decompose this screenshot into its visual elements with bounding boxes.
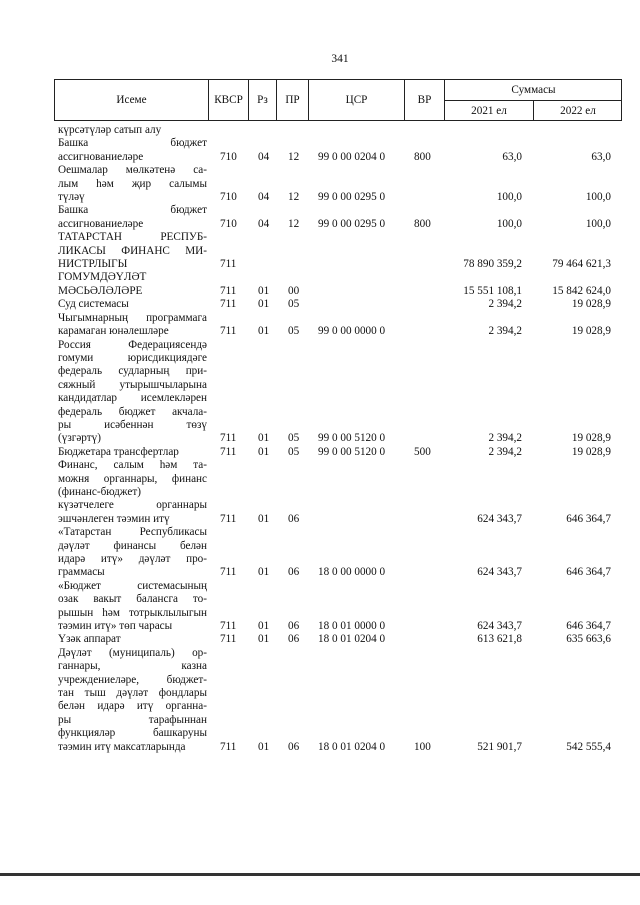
rz-cell: 01 [258,445,270,458]
header-rz: Рз [248,80,276,120]
kbsr-cell: 711 [220,298,237,311]
row-name-line: Дәүләт (муниципаль) ор- [58,646,207,659]
sum-2021-cell: 624 343,7 [477,620,522,633]
row-name-line: тәэмин итү» төп чарасы [58,620,173,633]
csr-cell: 99 0 00 0204 0 [318,150,386,163]
pr-cell: 06 [288,620,300,633]
sum-2022-cell: 79 464 621,3 [552,258,611,271]
sum-2021-cell: 100,0 [496,217,522,230]
page-number: 341 [331,53,349,65]
pr-cell: 06 [288,566,300,579]
rz-cell: 01 [258,740,270,753]
row-name-line: Оешмалар мөлкәтенә са- [58,164,207,177]
bottom-rule [0,873,640,876]
pr-cell: 00 [288,284,300,297]
rz-cell: 01 [258,298,270,311]
row-name-line: тан тыш дәүләт фондлары [58,687,207,700]
row-name-line: рышын һәм тотрыклылыгын [58,606,207,619]
sum-2022-cell: 542 555,4 [566,740,611,753]
row-name-line: граммасы [58,566,105,579]
pr-cell: 05 [288,298,300,311]
header-name: Исеме [54,80,208,120]
row-name-line: ры тарафыннан [58,713,207,726]
row-name-line: функцияләр башкаруны [58,727,207,740]
table-header [54,79,622,121]
row-name-line: «Бюджет системасының [58,579,207,592]
table-row [0,124,640,137]
pr-cell: 05 [288,432,300,445]
row-name-line: «Татарстан Республикасы [58,526,207,539]
sum-2021-cell: 521 901,7 [477,740,522,753]
rz-cell: 01 [258,620,270,633]
row-name-line: күрсәтүләр сатып алу [58,124,162,136]
row-name [58,647,207,754]
row-name-line: идарә итү» дәүләт про- [58,553,207,565]
table-row [0,526,640,580]
table-row [0,164,640,204]
kbsr-cell: 710 [220,150,237,163]
table-row [0,633,640,646]
row-name [58,339,207,446]
kbsr-cell: 710 [220,217,237,230]
csr-cell: 99 0 00 5120 0 [318,432,386,445]
sum-2022-cell: 63,0 [591,150,611,163]
pr-cell: 06 [288,633,300,646]
pr-cell: 12 [288,150,300,163]
kbsr-cell: 711 [220,284,237,297]
table-row [0,298,640,311]
row-name-line: Башка бюджет [58,204,207,217]
header-csr: ЦСР [308,80,404,120]
header-vr: ВР [404,80,444,120]
row-name-line: Башка бюджет [58,137,207,150]
sum-2022-cell: 19 028,9 [571,325,611,338]
row-name-line: ассигнованиеләре [58,150,144,163]
rz-cell: 01 [258,432,270,445]
row-name-line: дәүләт финансы белән [58,539,207,552]
pr-cell: 06 [288,740,300,753]
kbsr-cell: 711 [220,620,237,633]
table-row [0,204,640,231]
row-name-line: учреждениеләре, бюджет- [58,673,207,686]
row-name-line: сяжный утырышчыларына [58,378,207,391]
kbsr-cell: 711 [220,325,237,338]
sum-2022-cell: 646 364,7 [566,620,611,633]
sum-2022-cell: 646 364,7 [566,512,611,525]
table-row [0,137,640,164]
table-row [0,339,640,446]
sum-2021-cell: 78 890 359,2 [463,258,522,271]
rz-cell: 04 [258,191,270,204]
row-name-line: Россия Федерациясендә [58,338,207,351]
row-name-line: кандидатлар исемлекләрен [58,392,207,405]
kbsr-cell: 711 [220,258,237,271]
table-row [0,446,640,459]
row-name-line: карамаган юнәлешләре [58,325,169,338]
sum-2021-cell: 2 394,2 [488,445,522,458]
sum-2021-cell: 2 394,2 [488,432,522,445]
header-kbsr: КВСР [208,80,248,120]
row-name-line: можня органнары, финанс [58,472,207,485]
pr-cell: 12 [288,217,300,230]
table-row [0,312,640,339]
sum-2022-cell: 19 028,9 [571,445,611,458]
row-name-line: түләү [58,191,85,204]
sum-2021-cell: 624 343,7 [477,566,522,579]
csr-cell: 18 0 01 0204 0 [318,633,386,646]
row-name-line: федераль бюджет акчала- [58,405,207,418]
rz-cell: 01 [258,566,270,579]
rz-cell: 04 [258,150,270,163]
pr-cell: 12 [288,191,300,204]
csr-cell: 99 0 00 0295 0 [318,217,386,230]
row-name-line: НИСТРЛЫГЫ [58,258,128,271]
csr-cell: 99 0 00 0295 0 [318,191,386,204]
sum-2022-cell: 19 028,9 [571,298,611,311]
kbsr-cell: 711 [220,566,237,579]
vr-cell: 800 [414,217,431,230]
row-name-line: ры исәбеннән төзү [58,418,207,431]
header-year-2022: 2022 ел [533,100,622,121]
row-name-line: Суд системасы [58,298,129,311]
row-name-line: ЛИКАСЫ ФИНАНС МИ- [58,244,207,257]
row-name-line: эшчәнлеген тәэмин итү [58,512,170,525]
sum-2022-cell: 646 364,7 [566,566,611,579]
table-body [0,124,640,754]
sum-2021-cell: 63,0 [502,150,522,163]
sum-2021-cell: 2 394,2 [488,325,522,338]
sum-2021-cell: 2 394,2 [488,298,522,311]
sum-2021-cell: 100,0 [496,191,522,204]
table-row [0,647,640,754]
pr-cell: 05 [288,325,300,338]
vr-cell: 500 [414,445,431,458]
csr-cell: 18 0 00 0000 0 [318,566,386,579]
sum-2021-cell: 624 343,7 [477,512,522,525]
csr-cell: 18 0 01 0000 0 [318,620,386,633]
row-name-line: ГОМУМДӘҮЛӘТ [58,271,147,284]
kbsr-cell: 711 [220,445,237,458]
header-pr: ПР [276,80,308,120]
row-name-line: ТАТАРСТАН РЕСПУБ- [58,231,207,244]
kbsr-cell: 711 [220,432,237,445]
row-name-line: Бюджетара трансфертлар [58,445,179,458]
csr-cell: 99 0 00 0000 0 [318,325,386,338]
sum-2022-cell: 635 663,6 [566,633,611,646]
kbsr-cell: 710 [220,191,237,204]
sum-2022-cell: 100,0 [585,217,611,230]
sum-2022-cell: 19 028,9 [571,432,611,445]
rz-cell: 01 [258,284,270,297]
sum-2021-cell: 15 551 108,1 [463,284,522,297]
vr-cell: 800 [414,150,431,163]
sum-2022-cell: 100,0 [585,191,611,204]
row-name-line: Финанс, салым һәм та- [58,459,207,472]
table-row [0,231,640,271]
csr-cell: 18 0 01 0204 0 [318,740,386,753]
rz-cell: 01 [258,633,270,646]
row-name-line: озак вакыт балансга то- [58,593,207,606]
row-name-line: федераль судларның при- [58,365,207,378]
header-year-2021: 2021 ел [444,100,533,121]
table-row [0,580,640,634]
pr-cell: 06 [288,512,300,525]
row-name-line: гомуми юрисдикциядәге [58,351,207,364]
row-name-line: тәэмин итү максатларында [58,740,186,753]
table-row [0,271,640,298]
sum-2021-cell: 613 621,8 [477,633,522,646]
row-name-line: Чыгымнарның программага [58,311,207,324]
row-name-line: ассигнованиеләре [58,217,144,230]
rz-cell: 01 [258,512,270,525]
kbsr-cell: 711 [220,512,237,525]
row-name-line: күзәтчелеге органнары [58,499,207,512]
row-name-line: Үзәк аппарат [58,633,121,646]
table-row [0,459,640,526]
rz-cell: 01 [258,325,270,338]
row-name-line: (финанс-бюджет) [58,485,141,498]
rz-cell: 04 [258,217,270,230]
kbsr-cell: 711 [220,633,237,646]
csr-cell: 99 0 00 5120 0 [318,445,386,458]
pr-cell: 05 [288,445,300,458]
kbsr-cell: 711 [220,740,237,753]
row-name-line: МӘСЬӘЛӘЛӘРЕ [58,284,143,297]
header-sums: Суммасы [444,80,622,100]
row-name-line: (үзгәртү) [58,432,101,445]
row-name-line: белән идарә итү органна- [58,700,207,713]
row-name-line: лым һәм җир салымы [58,177,207,190]
vr-cell: 100 [414,740,431,753]
row-name-line: ганнары, казна [58,660,207,673]
sum-2022-cell: 15 842 624,0 [552,284,611,297]
